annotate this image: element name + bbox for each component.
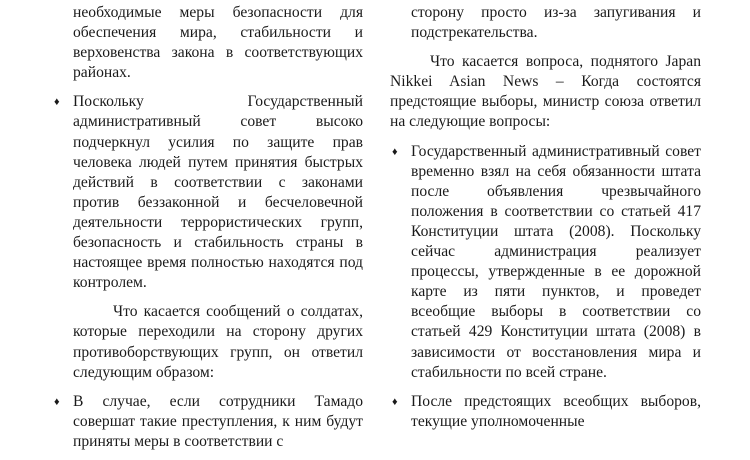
left-column [52, 3, 363, 452]
right-paragraph: Что касается вопроса, поднятого Japan Nikkei Asian News – Когда состоятся предстоящие выборы, министр союза ответил на следующие вопросы: [390, 53, 701, 131]
diamond-bullet-icon: ♦ [54, 96, 60, 109]
left-bullet-item-2 [52, 392, 363, 452]
left-paragraph: Что касается сообщений о солдатах, которые переходили на сторону других противоборствующих групп, он ответил следующим образом: [73, 303, 363, 381]
diamond-bullet-icon: ♦ [54, 395, 60, 408]
diamond-bullet-icon: ♦ [392, 395, 398, 408]
left-continuation-text: необходимые меры безопасности для обеспечения мира, стабильности и верховенства закона в соответствующих районах. [73, 4, 363, 82]
left-bullet-item-1 [52, 92, 363, 293]
right-column [390, 3, 701, 432]
right-bullet-item-2 [390, 392, 701, 432]
right-continuation-text: сторону просто из-за запугивания и подстрекательства. [411, 4, 701, 42]
right-bullet-item-1 [390, 142, 701, 383]
right-bullet-text-2: После предстоящих всеобщих выборов, текущие уполномоченные [411, 392, 701, 430]
left-bullet-text-1: Поскольку Государственный административный совет высоко подчеркнул усилия по защите прав человека людей путем принятия быстрых действий в соответствии с законами против беззаконной и бесчеловечной деятельности террористических групп, безопасность и стабильность страны в настоящее время полностью находятся под контролем. [73, 93, 363, 292]
left-bullet-text-2: В случае, если сотрудники Тамадо совершат такие преступления, к ним будут приняты меры в соответствии с [73, 392, 363, 450]
diamond-bullet-icon: ♦ [392, 145, 398, 158]
right-bullet-text-1: Государственный административный совет временно взял на себя обязанности штата после объявления чрезвычайного положения в соответствии со статьей 417 Конституции штата (2008). Поскольку сейчас администрация реализует процессы, утвержденные в ее дорожной карте из пяти пунктов, и проведет всеобщие выборы в соответствии со статьей 429 Конституции штата (2008) в зависимости от восстановления мира и стабильности по всей стране. [411, 142, 701, 381]
